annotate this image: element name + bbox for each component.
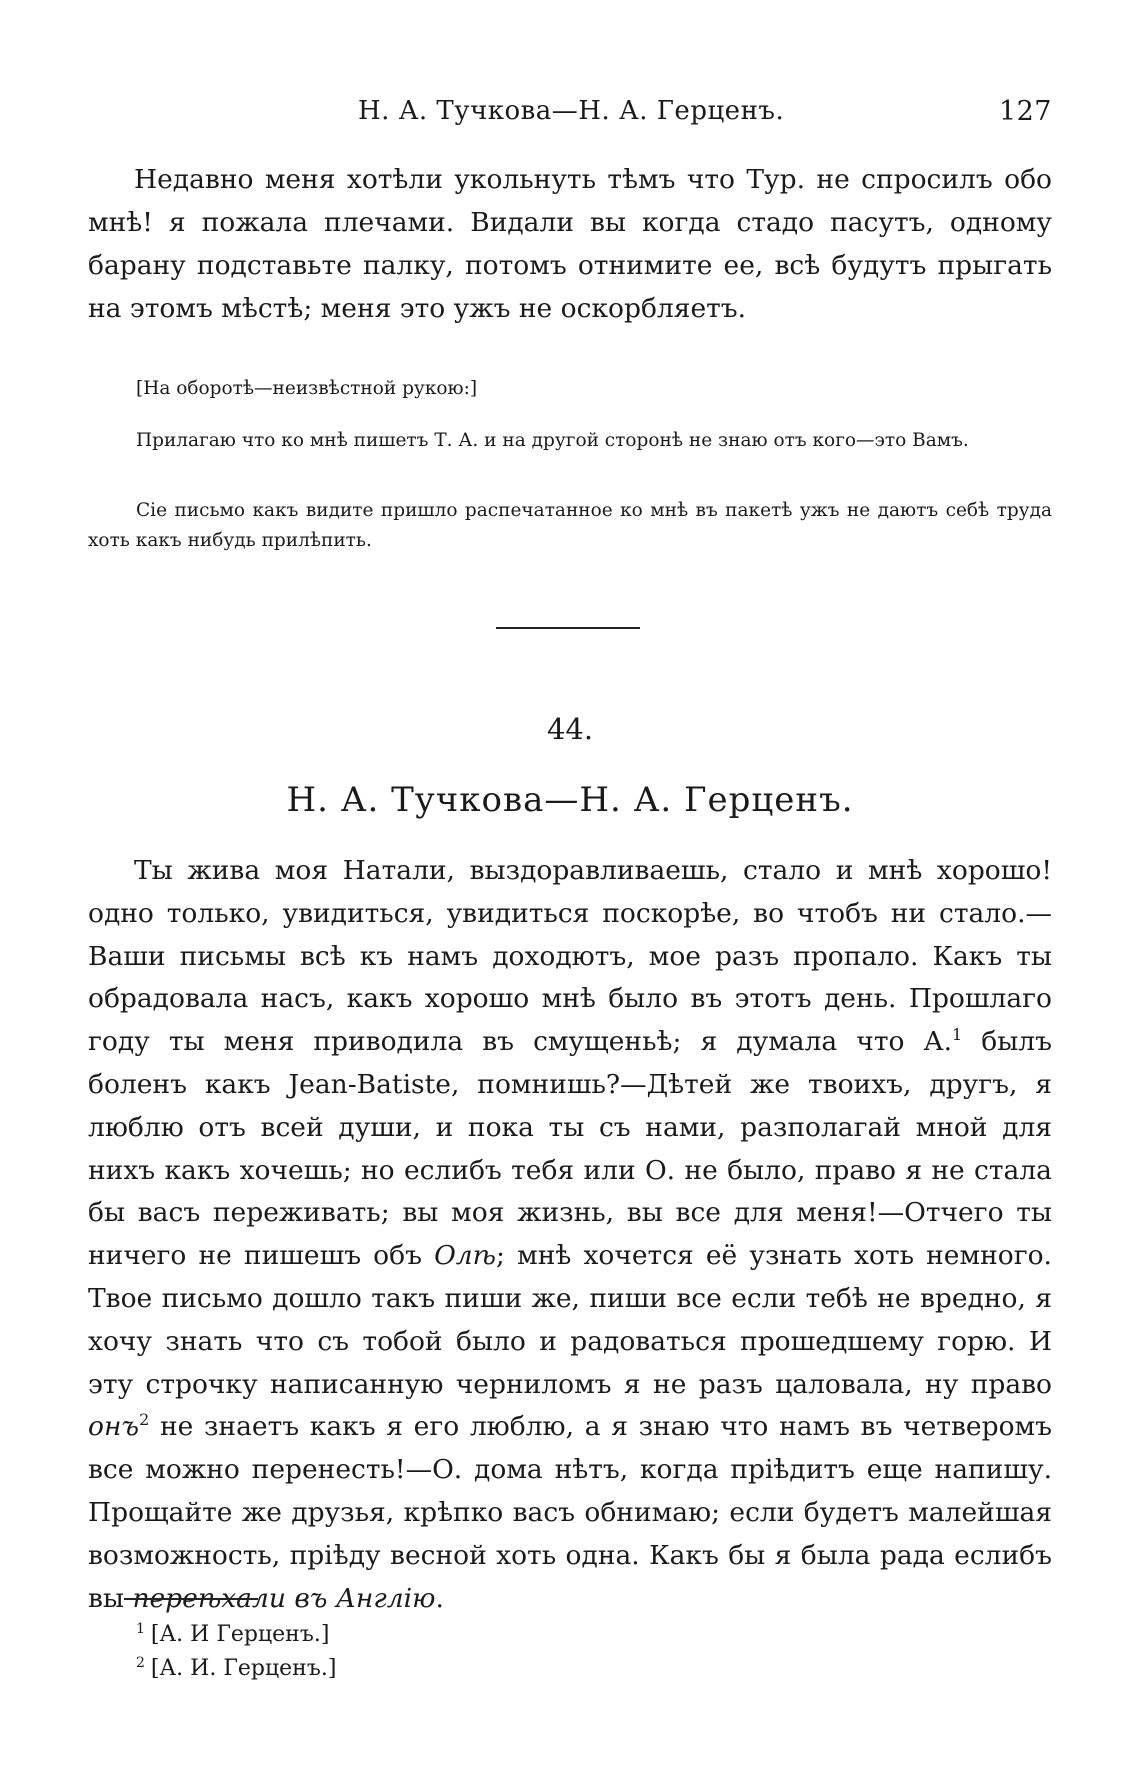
letter-final-period: .: [435, 1582, 444, 1614]
footnote-marker: 2: [136, 1654, 145, 1671]
italic-on: онъ: [88, 1411, 140, 1443]
footnote-2: [136, 1652, 336, 1686]
letter-text-4: не знаетъ какъ я его люблю, а я знаю что намъ въ четверомъ все можно перенесть!—О. дома нѣтъ, когда пріѣдитъ еще напишу. Прощайте же друзья, крѣпко васъ обнимаю; если будетъ малейшая возможность, пріѣду весной хоть одна. Какъ бы я была рада еслибъ вы: [88, 1411, 1052, 1614]
footnote-1: [136, 1618, 336, 1652]
footnote-marker: 1: [136, 1620, 145, 1637]
running-header: [88, 96, 1052, 132]
footnote-rule: [124, 1598, 258, 1600]
italic-ole: Олѣ: [434, 1240, 497, 1272]
letter-text-3: ; мнѣ хочется её узнать хоть немного. Твое письмо дошло такъ пиши же, пиши все если тебѣ не вредно, я хочу знать что съ тобой было и радоваться прошедшему горю. И эту строчку написанную черниломъ я не разъ цаловала, ну право: [88, 1240, 1052, 1400]
letter-title: Н. А. Тучкова—Н. А. Герценъ.: [286, 780, 854, 820]
italic-ending: переѣхали въ Англію: [132, 1582, 436, 1614]
reverse-note-paragraph-2: Сіе письмо какъ видите пришло распечатанное ко мнѣ въ пакетѣ ужъ не даютъ себѣ труда хоть какъ нибудь прилѣпить.: [88, 500, 1052, 551]
intro-paragraph: Недавно меня хотѣли укольнуть тѣмъ что Тур. не спросилъ обо мнѣ! я пожала плечами. Видали вы когда стадо пасутъ, одному барану подставьте палку, потомъ отнимите ее, всѣ будутъ прыгать на этомъ мѣстѣ; меня это ужъ не оскорбляетъ.: [88, 164, 1052, 324]
reverse-note-paragraph-1: Прилагаю что ко мнѣ пишетъ Т. А. и на другой сторонѣ не знаю отъ кого—это Вамъ.: [136, 430, 969, 451]
footnote-text: [А. И. Герценъ.]: [150, 1656, 337, 1681]
reverse-note-heading: [На оборотѣ—неизвѣстной рукою:]: [136, 378, 478, 399]
letter-text-2: былъ боленъ какъ Jean-Batiste, помнишь?—Дѣтей же твоихъ, другъ, я люблю отъ всей души, и пока ты съ нами, разполагай мной для нихъ какъ хочешь; но еслибъ тебя или О. не было, право я не стала бы васъ переживать; вы моя жизнь, вы все для меня!—Отчего ты ничего не пишешъ объ: [88, 1026, 1052, 1272]
footnote-ref-1: 1: [952, 1025, 963, 1045]
letter-text-1: Ты жива моя Натали, выздоравливаешь, стало и мнѣ хорошо! одно только, увидиться, увидиться поскорѣе, во чтобъ ни стало.—Ваши письмы всѣ къ намъ доходютъ, мое разъ пропало. Какъ ты обрадовала насъ, какъ хорошо мнѣ было въ этотъ день. Прошлаго году ты меня приводила въ смущеньѣ; я думала что А.: [88, 855, 1052, 1058]
letter-number: 44.: [546, 712, 594, 746]
letter-body: [88, 850, 1052, 1620]
page-number: 127: [998, 96, 1052, 127]
section-separator: [496, 627, 640, 629]
footnote-text: [А. И Герценъ.]: [150, 1622, 330, 1647]
footnote-ref-2: 2: [139, 1410, 150, 1430]
running-title: Н. А. Тучкова—Н. А. Герценъ.: [358, 96, 785, 126]
footnotes: [136, 1618, 336, 1686]
